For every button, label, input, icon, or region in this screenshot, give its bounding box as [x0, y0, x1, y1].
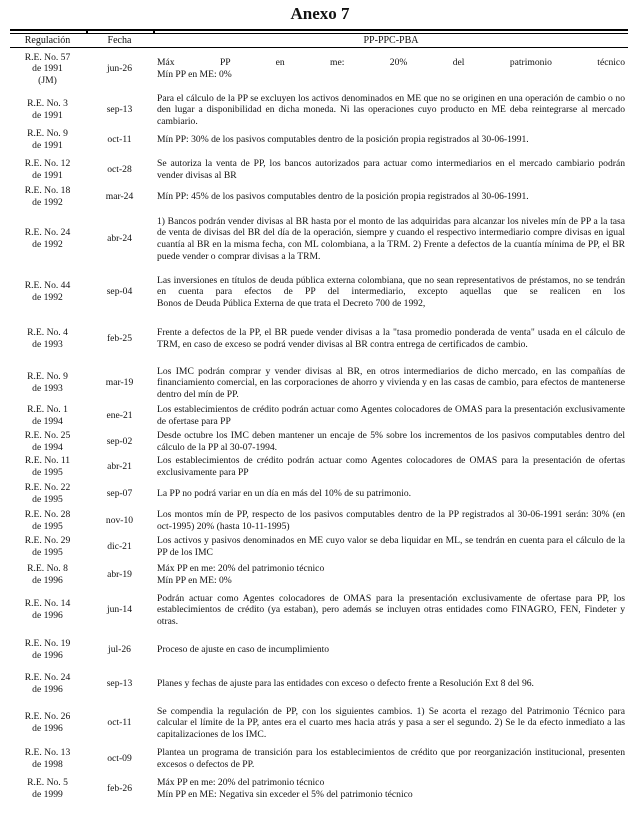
date-cell: nov-10	[105, 514, 134, 526]
description-cell	[157, 746, 625, 772]
date-cell: jul-26	[108, 644, 131, 656]
regulation-line: R.E. No. 26	[24, 711, 71, 723]
description-line: Mín PP: 45% de los pasivos computables dentro de la posición propia registrados al 30-06-1991.	[157, 191, 529, 203]
description-line: Proceso de ajuste en caso de incumplimiento	[157, 644, 330, 656]
regulation-cell	[10, 404, 85, 428]
date-cell: oct-28	[107, 164, 132, 176]
regulation-cell	[10, 318, 85, 360]
description-cell	[157, 700, 625, 746]
regulation-cell	[10, 430, 85, 454]
description-cell	[157, 430, 625, 454]
date-cell: sep-13	[106, 678, 133, 690]
regulation-line: de 1991	[32, 110, 63, 121]
regulation-cell	[10, 92, 85, 128]
regulation-line: R.E. No. 9	[27, 371, 68, 383]
date-cell: feb-25	[106, 333, 133, 345]
date-cell: oct-09	[107, 753, 132, 765]
regulation-cell	[10, 746, 85, 772]
date-cell: mar-24	[105, 191, 134, 203]
regulation-line: de 1993	[32, 339, 63, 350]
description-line: Mín PP: 30% de los pasivos computables dentro de la posición propia registrados al 30-06-1991.	[157, 134, 529, 146]
table-row	[10, 746, 628, 772]
date-cell: sep-07	[106, 487, 133, 499]
regulation-line: R.E. No. 9	[27, 128, 68, 140]
page-title: Anexo 7	[290, 4, 350, 23]
regulation-line: de 1999	[32, 789, 63, 800]
regulation-line: de 1996	[32, 575, 63, 586]
description-cell	[157, 534, 625, 560]
regulation-cell	[10, 562, 85, 588]
table-row	[10, 362, 628, 404]
table-row	[10, 668, 628, 700]
regulation-line: de 1991	[32, 140, 63, 151]
description-line: Máx PP en me: 20% del patrimonio técnico	[157, 563, 325, 575]
regulation-cell	[10, 455, 85, 479]
table-row	[10, 155, 628, 185]
regulation-cell	[10, 534, 85, 560]
regulation-line: R.E. No. 22	[24, 481, 71, 493]
regulation-line: de 1995	[32, 547, 63, 558]
description-line: Los establecimientos de crédito podrán actuar como Agentes colocadores de OMAS para la presentación de ofertas exclusivamente para PP	[157, 455, 625, 478]
regulation-line: R.E. No. 14	[24, 598, 71, 610]
table-row	[10, 268, 628, 316]
description-line: La PP no podrá variar en un día en más del 10% de su patrimonio.	[157, 487, 412, 499]
description-line: Desde octubre los IMC deben mantener un encaje de 5% sobre los incrementos de los pasivos computables dentro del cálculo de la PP al 30-07-1994.	[157, 430, 625, 453]
description-line: Planes y fechas de ajuste para las entidades con exceso o defecto frente a Resolución Ext 8 del 96.	[157, 678, 534, 690]
date-cell: jun-14	[106, 604, 133, 616]
description-cell	[157, 318, 625, 360]
regulation-line: R.E. No. 44	[24, 280, 71, 292]
description-line: Se autoriza la venta de PP, los bancos autorizados para actuar como intermediarios en el mercado cambiario podrán vender divisas al BR	[157, 158, 625, 181]
description-cell	[157, 268, 625, 316]
description-cell	[157, 562, 625, 588]
table-row	[10, 212, 628, 266]
description-line: Se compendia la regulación de PP, con los siguientes cambios. 1) Se acorta el rezago del Patrimonio Técnico para calcular el límite de la PP, antes era el cuarto mes hacia atrás y pasa a ser el segundo. 2) Se le da efecto inmediato a las capitalizaciones de los IMC.	[157, 705, 625, 740]
description-line: Mín PP en ME: Negativa sin exceder el 5% del patrimonio técnico	[157, 789, 413, 800]
table-row	[10, 455, 628, 479]
regulation-line: de 1993	[32, 383, 63, 394]
header-bottom-rule	[10, 47, 628, 48]
description-cell	[157, 507, 625, 534]
regulation-line: R.E. No. 25	[24, 430, 71, 442]
description-line: Máx PP en me: 20% del patrimonio técnico	[157, 57, 625, 69]
regulation-line: R.E. No. 1	[27, 404, 68, 416]
regulation-line: R.E. No. 12	[24, 158, 71, 170]
description-cell	[157, 92, 625, 128]
description-line: Mín PP en ME: 0%	[157, 69, 232, 80]
regulation-line: de 1996	[32, 684, 63, 695]
date-cell: feb-26	[106, 783, 133, 795]
regulation-line: R.E. No. 3	[27, 98, 68, 110]
regulation-line: R.E. No. 18	[24, 185, 71, 197]
regulation-cell	[10, 130, 85, 150]
description-line: Mín PP en ME: 0%	[157, 575, 232, 586]
date-cell: sep-04	[106, 286, 133, 298]
description-cell	[157, 212, 625, 266]
table-row	[10, 430, 628, 454]
table-row	[10, 562, 628, 588]
regulation-line: R.E. No. 8	[27, 563, 68, 575]
description-cell	[157, 772, 625, 806]
description-line: Máx PP en me: 20% del patrimonio técnico	[157, 777, 325, 789]
description-cell	[157, 50, 625, 88]
regulation-cell	[10, 185, 85, 209]
regulation-cell	[10, 772, 85, 806]
table-row	[10, 404, 628, 428]
regulation-line: R.E. No. 57	[24, 51, 71, 63]
description-line: Las inversiones en títulos de deuda pública externa colombiana, que no sean representativos de préstamos, no se tendrán en cuenta para efectos de PP del intermediario, excepto aquellas que se realicen en los	[157, 274, 625, 298]
description-line: 1) Bancos podrán vender divisas al BR hasta por el monto de las adquiridas para alcanzar los niveles mín de PP a la tasa de venta de divisas del BR del día de la operación, siempre y cuando el respectivo intermediario compre divisas en igual cuantía al BR en la misma fecha, con ML colombiana, a la TRM. 2) Frente a defectos de la cuantía mínima de PP, el BR puede vender o comprar divisas a la TRM.	[157, 215, 625, 262]
header-regulation: Regulación	[24, 35, 71, 46]
description-cell	[157, 455, 625, 479]
description-line: Los IMC podrán comprar y vender divisas al BR, en otros intermediarios de dicho mercado, en las compañías de financiamiento comercial, en las corporaciones de ahorro y vivienda y en las casas de cambio, para efectos de mantenerse dentro del mín de PP.	[157, 365, 625, 400]
description-cell	[157, 588, 625, 632]
regulation-cell	[10, 268, 85, 316]
regulation-cell	[10, 588, 85, 632]
table-row	[10, 507, 628, 534]
description-cell	[157, 130, 625, 150]
regulation-cell	[10, 668, 85, 700]
description-line: Podrán actuar como Agentes colocadores de OMAS para la presentación exclusivamente de ofertase para PP, los establecimientos de crédito (ya estaban), pero además se incluyen otras entidades como FINAGRO, FEN, Findeter y otras.	[157, 592, 625, 627]
description-cell	[157, 185, 625, 209]
description-line: Frente a defectos de la PP, el BR puede vender divisas a la "tasa promedio ponderada de venta" usada en el cálculo de TRM, en caso de exceso se podrá vender divisas al BR contra entrega de certificados de cambio.	[157, 327, 625, 350]
date-cell: ene-21	[106, 410, 133, 422]
regulation-cell	[10, 481, 85, 506]
description-line: Plantea un programa de transición para los establecimientos de crédito que por reorganización institucional, presenten excesos o defectos de PP.	[157, 747, 625, 770]
date-cell: abr-21	[107, 461, 132, 473]
date-cell: sep-13	[106, 104, 133, 116]
regulation-line: (JM)	[38, 74, 57, 86]
regulation-cell	[10, 155, 85, 185]
regulation-line: de 1992	[32, 239, 63, 250]
table-row	[10, 481, 628, 506]
regulation-line: de 1996	[32, 610, 63, 621]
regulation-line: de 1994	[32, 416, 63, 427]
header-pp-ppc-pba: PP-PPC-PBA	[363, 35, 419, 46]
description-cell	[157, 362, 625, 404]
regulation-line: R.E. No. 13	[24, 747, 71, 759]
regulation-line: de 1994	[32, 442, 63, 453]
table-row	[10, 318, 628, 360]
date-cell: abr-19	[107, 569, 132, 581]
description-cell	[157, 668, 625, 700]
regulation-line: de 1991	[32, 63, 63, 75]
description-cell	[157, 155, 625, 185]
date-cell: oct-11	[107, 134, 132, 146]
regulation-line: de 1996	[32, 723, 63, 734]
regulation-cell	[10, 507, 85, 534]
table-row	[10, 632, 628, 668]
description-line: Los establecimientos de crédito podrán actuar como Agentes colocadores de OMAS para la presentación exclusivamente de ofertase para PP	[157, 404, 625, 427]
table-row	[10, 92, 628, 128]
description-cell	[157, 404, 625, 428]
date-cell: sep-02	[106, 436, 133, 448]
regulation-cell	[10, 50, 85, 88]
table-row	[10, 130, 628, 150]
regulation-line: R.E. No. 5	[27, 777, 68, 789]
table-row	[10, 772, 628, 806]
description-cell	[157, 632, 625, 668]
date-cell: oct-11	[107, 717, 132, 729]
table-row	[10, 700, 628, 746]
description-line: Bonos de Deuda Pública Externa de que trata el Decreto 700 de 1992,	[157, 297, 426, 309]
regulation-line: de 1995	[32, 520, 63, 532]
date-cell: mar-19	[105, 377, 134, 389]
table-row	[10, 50, 628, 88]
regulation-cell	[10, 700, 85, 746]
regulation-cell	[10, 362, 85, 404]
date-cell: dic-21	[107, 541, 132, 553]
regulation-line: de 1998	[32, 759, 63, 770]
header-date: Fecha	[107, 35, 132, 46]
regulation-line: R.E. No. 28	[24, 508, 71, 520]
description-line: Los activos y pasivos denominados en ME cuyo valor se deba liquidar en ML, se tendrán en cuenta para el cálculo de la PP de los IMC	[157, 535, 625, 558]
regulation-line: de 1996	[32, 650, 63, 661]
table-row	[10, 534, 628, 560]
regulation-line: R.E. No. 4	[27, 327, 68, 339]
description-line: Los montos mín de PP, respecto de los pasivos computables dentro de la PP registrados al 30-06-1991 serán: 30% (en oct-1995) 20% (hasta 10-11-1995)	[157, 508, 625, 532]
table-top-rule	[10, 29, 628, 31]
regulation-line: R.E. No. 19	[24, 638, 71, 650]
regulation-line: R.E. No. 24	[24, 227, 71, 239]
regulation-line: de 1991	[32, 170, 63, 181]
regulation-line: de 1992	[32, 292, 63, 303]
description-line: Para el cálculo de la PP se excluyen los activos denominados en ME que no se originen en una operación de cambio o no den lugar a disponibilidad en dicha moneda. Ni las operaciones cuyo producto en ME deba reintegrarse al mercado cambiario.	[157, 92, 625, 127]
regulation-cell	[10, 212, 85, 266]
date-cell: abr-24	[107, 233, 132, 245]
description-cell	[157, 481, 625, 506]
regulation-line: de 1995	[32, 467, 63, 478]
regulation-line: R.E. No. 11	[24, 455, 71, 467]
regulation-line: de 1995	[32, 493, 63, 505]
table-row	[10, 588, 628, 632]
table-row	[10, 185, 628, 209]
date-cell: jun-26	[106, 63, 133, 75]
regulation-line: de 1992	[32, 197, 63, 208]
regulation-line: R.E. No. 29	[24, 535, 71, 547]
regulation-cell	[10, 632, 85, 668]
regulation-line: R.E. No. 24	[24, 672, 71, 684]
